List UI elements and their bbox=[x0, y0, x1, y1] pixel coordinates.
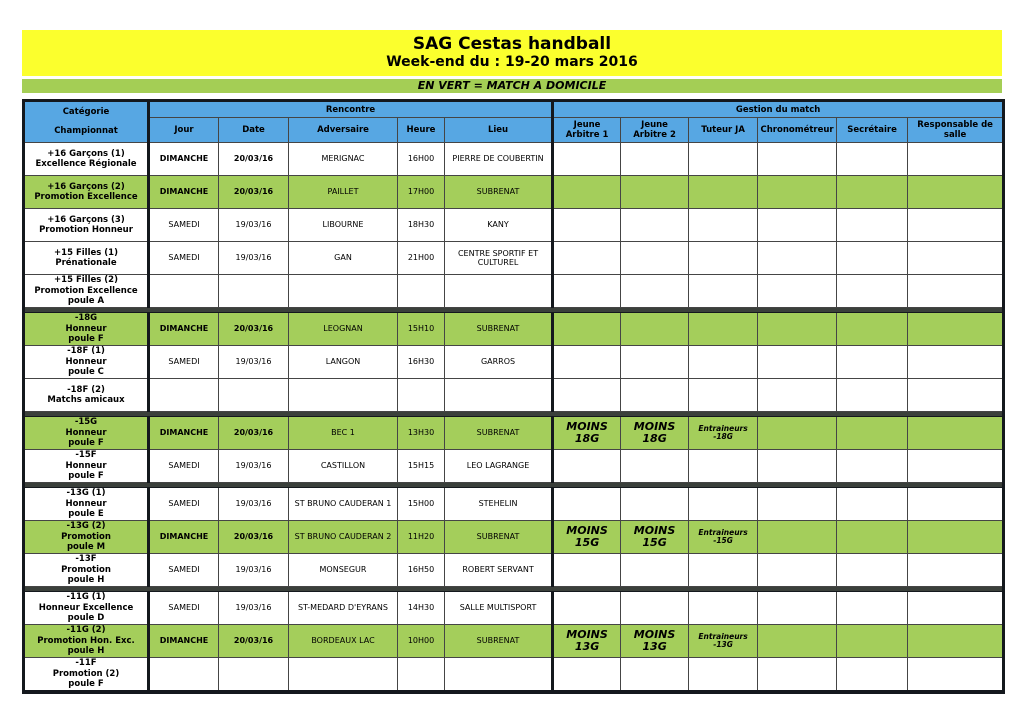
timekeeper-cell bbox=[758, 488, 837, 521]
time-cell bbox=[398, 379, 445, 412]
opponent-cell bbox=[289, 275, 398, 308]
date-cell: 20/03/16 bbox=[219, 143, 289, 176]
column-header-young-ref-1: Jeune Arbitre 1 bbox=[553, 118, 621, 143]
date-cell: 20/03/16 bbox=[219, 313, 289, 346]
category-cell-line: Honneur bbox=[65, 323, 107, 334]
young-ref-2-cell-line: 18G bbox=[642, 432, 667, 445]
time-cell bbox=[398, 658, 445, 692]
category-cell-line: +16 Garçons (2) bbox=[47, 181, 125, 192]
opponent-cell: PAILLET bbox=[289, 176, 398, 209]
category-cell-line: -18F (2) bbox=[67, 384, 105, 395]
day-cell bbox=[149, 379, 219, 412]
column-header-date: Date bbox=[219, 118, 289, 143]
ja-tutor-cell-line: Entraineurs bbox=[698, 631, 748, 641]
opponent-cell: LEOGNAN bbox=[289, 313, 398, 346]
column-header-timekeeper: Chronométreur bbox=[758, 118, 837, 143]
room-manager-cell bbox=[908, 379, 1004, 412]
secretary-cell bbox=[837, 275, 908, 308]
date-cell: 20/03/16 bbox=[219, 625, 289, 658]
category-cell-line: Honneur bbox=[65, 460, 107, 471]
category-cell-line: poule F bbox=[68, 471, 104, 482]
day-cell: DIMANCHE bbox=[149, 521, 219, 554]
room-manager-cell bbox=[908, 275, 1004, 308]
category-cell-line: -11F bbox=[75, 658, 97, 668]
schedule-body bbox=[24, 143, 1004, 692]
ja-tutor-cell bbox=[689, 450, 758, 483]
table-row bbox=[24, 417, 1004, 450]
ja-tutor-cell bbox=[689, 275, 758, 308]
title-band bbox=[22, 30, 1002, 76]
column-header-opponent: Adversaire bbox=[289, 118, 398, 143]
young-ref-1-cell bbox=[553, 417, 621, 450]
young-ref-2-cell bbox=[621, 521, 689, 554]
time-cell: 15H00 bbox=[398, 488, 445, 521]
category-cell-line: poule H bbox=[67, 575, 105, 586]
category-cell-line: +15 Filles (1) bbox=[54, 247, 118, 258]
room-manager-cell bbox=[908, 554, 1004, 587]
secretary-cell bbox=[837, 209, 908, 242]
ja-tutor-cell-line: -15G bbox=[713, 536, 733, 545]
category-cell-line: poule E bbox=[68, 509, 104, 520]
opponent-cell: ST BRUNO CAUDERAN 1 bbox=[289, 488, 398, 521]
ja-tutor-cell bbox=[689, 176, 758, 209]
young-ref-2-cell bbox=[621, 658, 689, 692]
young-ref-2-cell bbox=[621, 346, 689, 379]
date-cell: 19/03/16 bbox=[219, 450, 289, 483]
column-header-young-ref-2: Jeune Arbitre 2 bbox=[621, 118, 689, 143]
column-header-time: Heure bbox=[398, 118, 445, 143]
ja-tutor-cell bbox=[689, 313, 758, 346]
secretary-cell bbox=[837, 625, 908, 658]
young-ref-2-cell-line: MOINS bbox=[633, 420, 676, 433]
venue-cell: SUBRENAT bbox=[445, 313, 553, 346]
young-ref-1-cell bbox=[553, 379, 621, 412]
young-ref-1-cell bbox=[553, 275, 621, 308]
column-header-day: Jour bbox=[149, 118, 219, 143]
table-row bbox=[24, 488, 1004, 521]
young-ref-1-cell bbox=[553, 242, 621, 275]
young-ref-1-cell bbox=[553, 488, 621, 521]
category-cell-line: Promotion bbox=[61, 564, 111, 575]
ja-tutor-cell bbox=[689, 242, 758, 275]
date-cell: 19/03/16 bbox=[219, 554, 289, 587]
young-ref-2-cell bbox=[621, 143, 689, 176]
room-manager-cell bbox=[908, 658, 1004, 692]
venue-cell bbox=[445, 658, 553, 692]
room-manager-cell bbox=[908, 592, 1004, 625]
timekeeper-cell bbox=[758, 176, 837, 209]
category-cell bbox=[24, 417, 149, 450]
column-group-gestion: Gestion du match bbox=[553, 101, 1004, 118]
date-cell: 20/03/16 bbox=[219, 417, 289, 450]
date-cell bbox=[219, 658, 289, 692]
opponent-cell bbox=[289, 379, 398, 412]
column-header-secretary: Secrétaire bbox=[837, 118, 908, 143]
date-cell: 19/03/16 bbox=[219, 242, 289, 275]
timekeeper-cell bbox=[758, 450, 837, 483]
table-row bbox=[24, 176, 1004, 209]
young-ref-1-cell bbox=[553, 176, 621, 209]
category-cell bbox=[24, 143, 149, 176]
category-cell-line: Promotion Excellence bbox=[34, 192, 138, 202]
time-cell: 17H00 bbox=[398, 176, 445, 209]
category-cell-line: Matchs amicaux bbox=[47, 395, 125, 405]
venue-cell: LEO LAGRANGE bbox=[445, 450, 553, 483]
day-cell: DIMANCHE bbox=[149, 625, 219, 658]
category-cell-line: -13F bbox=[75, 554, 97, 565]
table-row bbox=[24, 275, 1004, 308]
opponent-cell: ST-MEDARD D'EYRANS bbox=[289, 592, 398, 625]
young-ref-2-cell bbox=[621, 275, 689, 308]
table-row bbox=[24, 379, 1004, 412]
ja-tutor-cell bbox=[689, 379, 758, 412]
ja-tutor-cell bbox=[689, 625, 758, 658]
day-cell: SAMEDI bbox=[149, 346, 219, 379]
category-cell-line: -13G (2) bbox=[66, 521, 106, 532]
venue-cell: CENTRE SPORTIF ET CULTUREL bbox=[445, 242, 553, 275]
timekeeper-cell bbox=[758, 554, 837, 587]
category-cell-line: -13G (1) bbox=[66, 488, 106, 499]
ja-tutor-cell-line: -13G bbox=[713, 640, 733, 649]
secretary-cell bbox=[837, 450, 908, 483]
secretary-cell bbox=[837, 592, 908, 625]
ja-tutor-cell bbox=[689, 143, 758, 176]
category-cell bbox=[24, 209, 149, 242]
opponent-cell: MERIGNAC bbox=[289, 143, 398, 176]
day-cell: SAMEDI bbox=[149, 592, 219, 625]
opponent-cell bbox=[289, 658, 398, 692]
column-group-rencontre: Rencontre bbox=[149, 101, 553, 118]
venue-cell: STEHELIN bbox=[445, 488, 553, 521]
category-cell-line: -11G (1) bbox=[66, 592, 106, 603]
opponent-cell: BEC 1 bbox=[289, 417, 398, 450]
timekeeper-cell bbox=[758, 521, 837, 554]
ja-tutor-cell bbox=[689, 592, 758, 625]
table-row bbox=[24, 658, 1004, 692]
table-row bbox=[24, 554, 1004, 587]
table-row bbox=[24, 143, 1004, 176]
room-manager-cell bbox=[908, 176, 1004, 209]
column-header-categorie bbox=[24, 101, 149, 143]
young-ref-2-cell-line: 13G bbox=[642, 640, 667, 653]
time-cell: 15H10 bbox=[398, 313, 445, 346]
day-cell bbox=[149, 275, 219, 308]
category-cell bbox=[24, 242, 149, 275]
category-cell-line: Excellence Régionale bbox=[35, 159, 137, 169]
room-manager-cell bbox=[908, 488, 1004, 521]
category-cell-line: poule A bbox=[67, 296, 105, 307]
young-ref-2-cell bbox=[621, 417, 689, 450]
timekeeper-cell bbox=[758, 313, 837, 346]
room-manager-cell bbox=[908, 242, 1004, 275]
category-cell-line: Promotion Excellence bbox=[34, 285, 138, 296]
time-cell: 21H00 bbox=[398, 242, 445, 275]
room-manager-cell bbox=[908, 143, 1004, 176]
category-cell-line: poule D bbox=[67, 613, 105, 624]
young-ref-1-cell bbox=[553, 554, 621, 587]
venue-cell: GARROS bbox=[445, 346, 553, 379]
time-cell: 16H30 bbox=[398, 346, 445, 379]
young-ref-1-cell bbox=[553, 521, 621, 554]
ja-tutor-cell bbox=[689, 488, 758, 521]
secretary-cell bbox=[837, 242, 908, 275]
column-header-ja-tutor: Tuteur JA bbox=[689, 118, 758, 143]
date-cell: 19/03/16 bbox=[219, 209, 289, 242]
young-ref-1-cell bbox=[553, 625, 621, 658]
young-ref-2-cell bbox=[621, 379, 689, 412]
room-manager-cell bbox=[908, 450, 1004, 483]
page-subtitle: Week-end du : 19-20 mars 2016 bbox=[386, 54, 638, 70]
time-cell: 14H30 bbox=[398, 592, 445, 625]
date-cell bbox=[219, 275, 289, 308]
young-ref-2-cell bbox=[621, 176, 689, 209]
table-row bbox=[24, 209, 1004, 242]
young-ref-1-cell-line: MOINS bbox=[566, 524, 608, 537]
category-cell-line: +15 Filles (2) bbox=[54, 275, 118, 286]
timekeeper-cell bbox=[758, 417, 837, 450]
venue-cell bbox=[445, 275, 553, 308]
date-cell: 19/03/16 bbox=[219, 346, 289, 379]
category-cell-line: -15F bbox=[75, 450, 97, 461]
opponent-cell: CASTILLON bbox=[289, 450, 398, 483]
opponent-cell: MONSEGUR bbox=[289, 554, 398, 587]
day-cell: DIMANCHE bbox=[149, 313, 219, 346]
venue-cell: SUBRENAT bbox=[445, 625, 553, 658]
category-cell-line: -18G bbox=[74, 313, 98, 324]
young-ref-1-cell-line: MOINS bbox=[566, 420, 608, 433]
day-cell: DIMANCHE bbox=[149, 176, 219, 209]
categorie-label: Catégorie bbox=[62, 107, 110, 117]
category-cell-line: -18F (1) bbox=[67, 346, 105, 357]
ja-tutor-cell bbox=[689, 209, 758, 242]
ja-tutor-cell-line: Entraineurs bbox=[698, 423, 748, 433]
timekeeper-cell bbox=[758, 592, 837, 625]
venue-cell: ROBERT SERVANT bbox=[445, 554, 553, 587]
secretary-cell bbox=[837, 658, 908, 692]
category-cell-line: Honneur Excellence bbox=[38, 602, 134, 613]
category-cell bbox=[24, 313, 149, 346]
ja-tutor-cell bbox=[689, 346, 758, 379]
day-cell: DIMANCHE bbox=[149, 143, 219, 176]
column-header-room-manager: Responsable de salle bbox=[908, 118, 1004, 143]
category-cell bbox=[24, 450, 149, 483]
timekeeper-cell bbox=[758, 379, 837, 412]
timekeeper-cell bbox=[758, 625, 837, 658]
young-ref-2-cell bbox=[621, 209, 689, 242]
category-cell-line: poule F bbox=[68, 438, 104, 449]
secretary-cell bbox=[837, 488, 908, 521]
timekeeper-cell bbox=[758, 209, 837, 242]
young-ref-1-cell bbox=[553, 209, 621, 242]
room-manager-cell bbox=[908, 625, 1004, 658]
young-ref-2-cell bbox=[621, 313, 689, 346]
category-cell-line: +16 Garçons (3) bbox=[47, 214, 125, 225]
young-ref-1-cell bbox=[553, 592, 621, 625]
venue-cell: SALLE MULTISPORT bbox=[445, 592, 553, 625]
category-cell bbox=[24, 625, 149, 658]
category-cell-line: Honneur bbox=[65, 356, 107, 367]
young-ref-2-cell bbox=[621, 488, 689, 521]
day-cell bbox=[149, 658, 219, 692]
room-manager-cell bbox=[908, 417, 1004, 450]
young-ref-1-cell bbox=[553, 346, 621, 379]
opponent-cell: BORDEAUX LAC bbox=[289, 625, 398, 658]
table-row bbox=[24, 242, 1004, 275]
table-row bbox=[24, 313, 1004, 346]
table-header bbox=[24, 101, 1004, 143]
timekeeper-cell bbox=[758, 242, 837, 275]
day-cell: SAMEDI bbox=[149, 488, 219, 521]
venue-cell: PIERRE DE COUBERTIN bbox=[445, 143, 553, 176]
category-cell-line: poule H bbox=[67, 646, 105, 657]
opponent-cell: LANGON bbox=[289, 346, 398, 379]
category-cell-line: Promotion bbox=[61, 531, 111, 542]
young-ref-1-cell-line: 15G bbox=[574, 536, 600, 549]
sub-header-row bbox=[24, 118, 1004, 143]
category-cell bbox=[24, 488, 149, 521]
day-cell: SAMEDI bbox=[149, 209, 219, 242]
schedule-table bbox=[22, 99, 1005, 694]
time-cell: 18H30 bbox=[398, 209, 445, 242]
category-cell-line: Prénationale bbox=[55, 258, 117, 268]
day-cell: SAMEDI bbox=[149, 554, 219, 587]
time-cell: 15H15 bbox=[398, 450, 445, 483]
category-cell bbox=[24, 346, 149, 379]
category-cell-line: Honneur bbox=[65, 498, 107, 509]
young-ref-1-cell-line: MOINS bbox=[566, 628, 608, 641]
category-cell bbox=[24, 658, 149, 692]
category-cell bbox=[24, 554, 149, 587]
date-cell bbox=[219, 379, 289, 412]
home-match-legend: EN VERT = MATCH A DOMICILE bbox=[22, 79, 1002, 93]
category-cell bbox=[24, 521, 149, 554]
category-cell bbox=[24, 176, 149, 209]
table-row bbox=[24, 346, 1004, 379]
secretary-cell bbox=[837, 379, 908, 412]
secretary-cell bbox=[837, 143, 908, 176]
room-manager-cell bbox=[908, 313, 1004, 346]
young-ref-2-cell bbox=[621, 450, 689, 483]
date-cell: 20/03/16 bbox=[219, 521, 289, 554]
time-cell: 13H30 bbox=[398, 417, 445, 450]
venue-cell bbox=[445, 379, 553, 412]
category-cell-line: -11G (2) bbox=[66, 625, 106, 636]
category-cell-line: Honneur bbox=[65, 427, 107, 438]
young-ref-2-cell bbox=[621, 625, 689, 658]
category-cell-line: +16 Garçons (1) bbox=[47, 148, 125, 159]
opponent-cell: GAN bbox=[289, 242, 398, 275]
page-title: SAG Cestas handball bbox=[412, 34, 612, 54]
ja-tutor-cell bbox=[689, 521, 758, 554]
secretary-cell bbox=[837, 313, 908, 346]
opponent-cell: ST BRUNO CAUDERAN 2 bbox=[289, 521, 398, 554]
timekeeper-cell bbox=[758, 346, 837, 379]
ja-tutor-cell bbox=[689, 554, 758, 587]
venue-cell: KANY bbox=[445, 209, 553, 242]
championnat-label: Championnat bbox=[54, 126, 118, 136]
young-ref-1-cell-line: 13G bbox=[574, 640, 600, 653]
young-ref-1-cell bbox=[553, 658, 621, 692]
column-header-venue: Lieu bbox=[445, 118, 553, 143]
date-cell: 19/03/16 bbox=[219, 592, 289, 625]
young-ref-1-cell bbox=[553, 450, 621, 483]
category-cell-line: Promotion Honneur bbox=[39, 225, 133, 235]
opponent-cell: LIBOURNE bbox=[289, 209, 398, 242]
young-ref-2-cell bbox=[621, 242, 689, 275]
day-cell: DIMANCHE bbox=[149, 417, 219, 450]
young-ref-2-cell bbox=[621, 554, 689, 587]
category-cell-line: poule C bbox=[68, 367, 104, 378]
venue-cell: SUBRENAT bbox=[445, 521, 553, 554]
category-cell-line: Promotion Hon. Exc. bbox=[37, 635, 135, 646]
young-ref-2-cell-line: MOINS bbox=[633, 628, 676, 641]
secretary-cell bbox=[837, 417, 908, 450]
secretary-cell bbox=[837, 521, 908, 554]
category-cell-line: -15G bbox=[74, 417, 98, 428]
date-cell: 20/03/16 bbox=[219, 176, 289, 209]
day-cell: SAMEDI bbox=[149, 242, 219, 275]
room-manager-cell bbox=[908, 521, 1004, 554]
category-cell-line: poule F bbox=[68, 679, 104, 689]
timekeeper-cell bbox=[758, 143, 837, 176]
category-cell-line: poule M bbox=[66, 542, 106, 553]
category-cell bbox=[24, 592, 149, 625]
category-cell-line: poule F bbox=[68, 334, 104, 345]
venue-cell: SUBRENAT bbox=[445, 176, 553, 209]
category-cell-line: Promotion (2) bbox=[52, 668, 120, 679]
young-ref-1-cell-line: 18G bbox=[574, 432, 600, 445]
ja-tutor-cell bbox=[689, 658, 758, 692]
young-ref-1-cell bbox=[553, 313, 621, 346]
ja-tutor-cell bbox=[689, 417, 758, 450]
time-cell: 11H20 bbox=[398, 521, 445, 554]
table-row bbox=[24, 625, 1004, 658]
venue-cell: SUBRENAT bbox=[445, 417, 553, 450]
young-ref-2-cell-line: 15G bbox=[642, 536, 667, 549]
ja-tutor-cell-line: Entraineurs bbox=[698, 527, 748, 537]
table-row bbox=[24, 521, 1004, 554]
table-row bbox=[24, 450, 1004, 483]
timekeeper-cell bbox=[758, 275, 837, 308]
time-cell: 16H00 bbox=[398, 143, 445, 176]
table-row bbox=[24, 592, 1004, 625]
date-cell: 19/03/16 bbox=[219, 488, 289, 521]
young-ref-1-cell bbox=[553, 143, 621, 176]
secretary-cell bbox=[837, 554, 908, 587]
secretary-cell bbox=[837, 346, 908, 379]
time-cell: 16H50 bbox=[398, 554, 445, 587]
time-cell: 10H00 bbox=[398, 625, 445, 658]
timekeeper-cell bbox=[758, 658, 837, 692]
category-cell bbox=[24, 275, 149, 308]
young-ref-2-cell-line: MOINS bbox=[633, 524, 676, 537]
category-cell bbox=[24, 379, 149, 412]
secretary-cell bbox=[837, 176, 908, 209]
time-cell bbox=[398, 275, 445, 308]
room-manager-cell bbox=[908, 209, 1004, 242]
room-manager-cell bbox=[908, 346, 1004, 379]
day-cell: SAMEDI bbox=[149, 450, 219, 483]
ja-tutor-cell-line: -18G bbox=[713, 432, 733, 441]
young-ref-2-cell bbox=[621, 592, 689, 625]
